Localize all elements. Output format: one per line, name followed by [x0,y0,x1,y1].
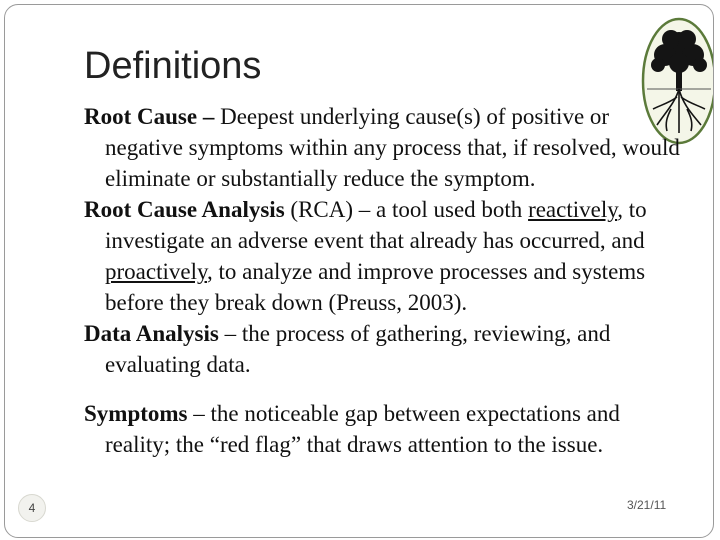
definition-text: Deepest underlying cause(s) of positive or negative symptoms within any process that, if resolved, would eliminate or substantially reduce the symptom. [105,104,680,191]
definition-term: Symptoms [84,401,188,426]
slide [4,4,714,538]
definition-term: Root Cause [84,104,198,129]
definition-text: , to analyze and improve processes and systems before they break down (Preuss, 2003). [105,259,646,315]
definition-text: the process of gathering, reviewing, and evaluating data. [105,321,611,377]
definition-separator: – [218,321,242,346]
definition-term: Data Analysis [84,321,219,346]
definition-text: (RCA) – a tool used both [284,197,529,222]
definition-term: Root Cause Analysis [84,197,285,222]
underlined-term: reactively [528,197,618,222]
slide-date: 3/21/11 [627,498,667,512]
definition-text: , to investigate an adverse event that already has occurred, and [105,197,647,253]
definition-text: the noticeable gap between expectations and reality; the “red flag” that draws attention to the issue. [105,401,620,457]
page-number-badge: 4 [18,494,46,522]
definitions-list [84,101,690,460]
definition-data-analysis [84,318,690,380]
definition-root-cause [84,101,690,194]
definition-separator: – [197,104,221,129]
slide-title: Definitions [84,45,262,87]
definition-root-cause-analysis [84,194,690,318]
underlined-term: proactively [105,259,207,284]
definition-separator: – [187,401,211,426]
definition-symptoms [84,398,690,460]
